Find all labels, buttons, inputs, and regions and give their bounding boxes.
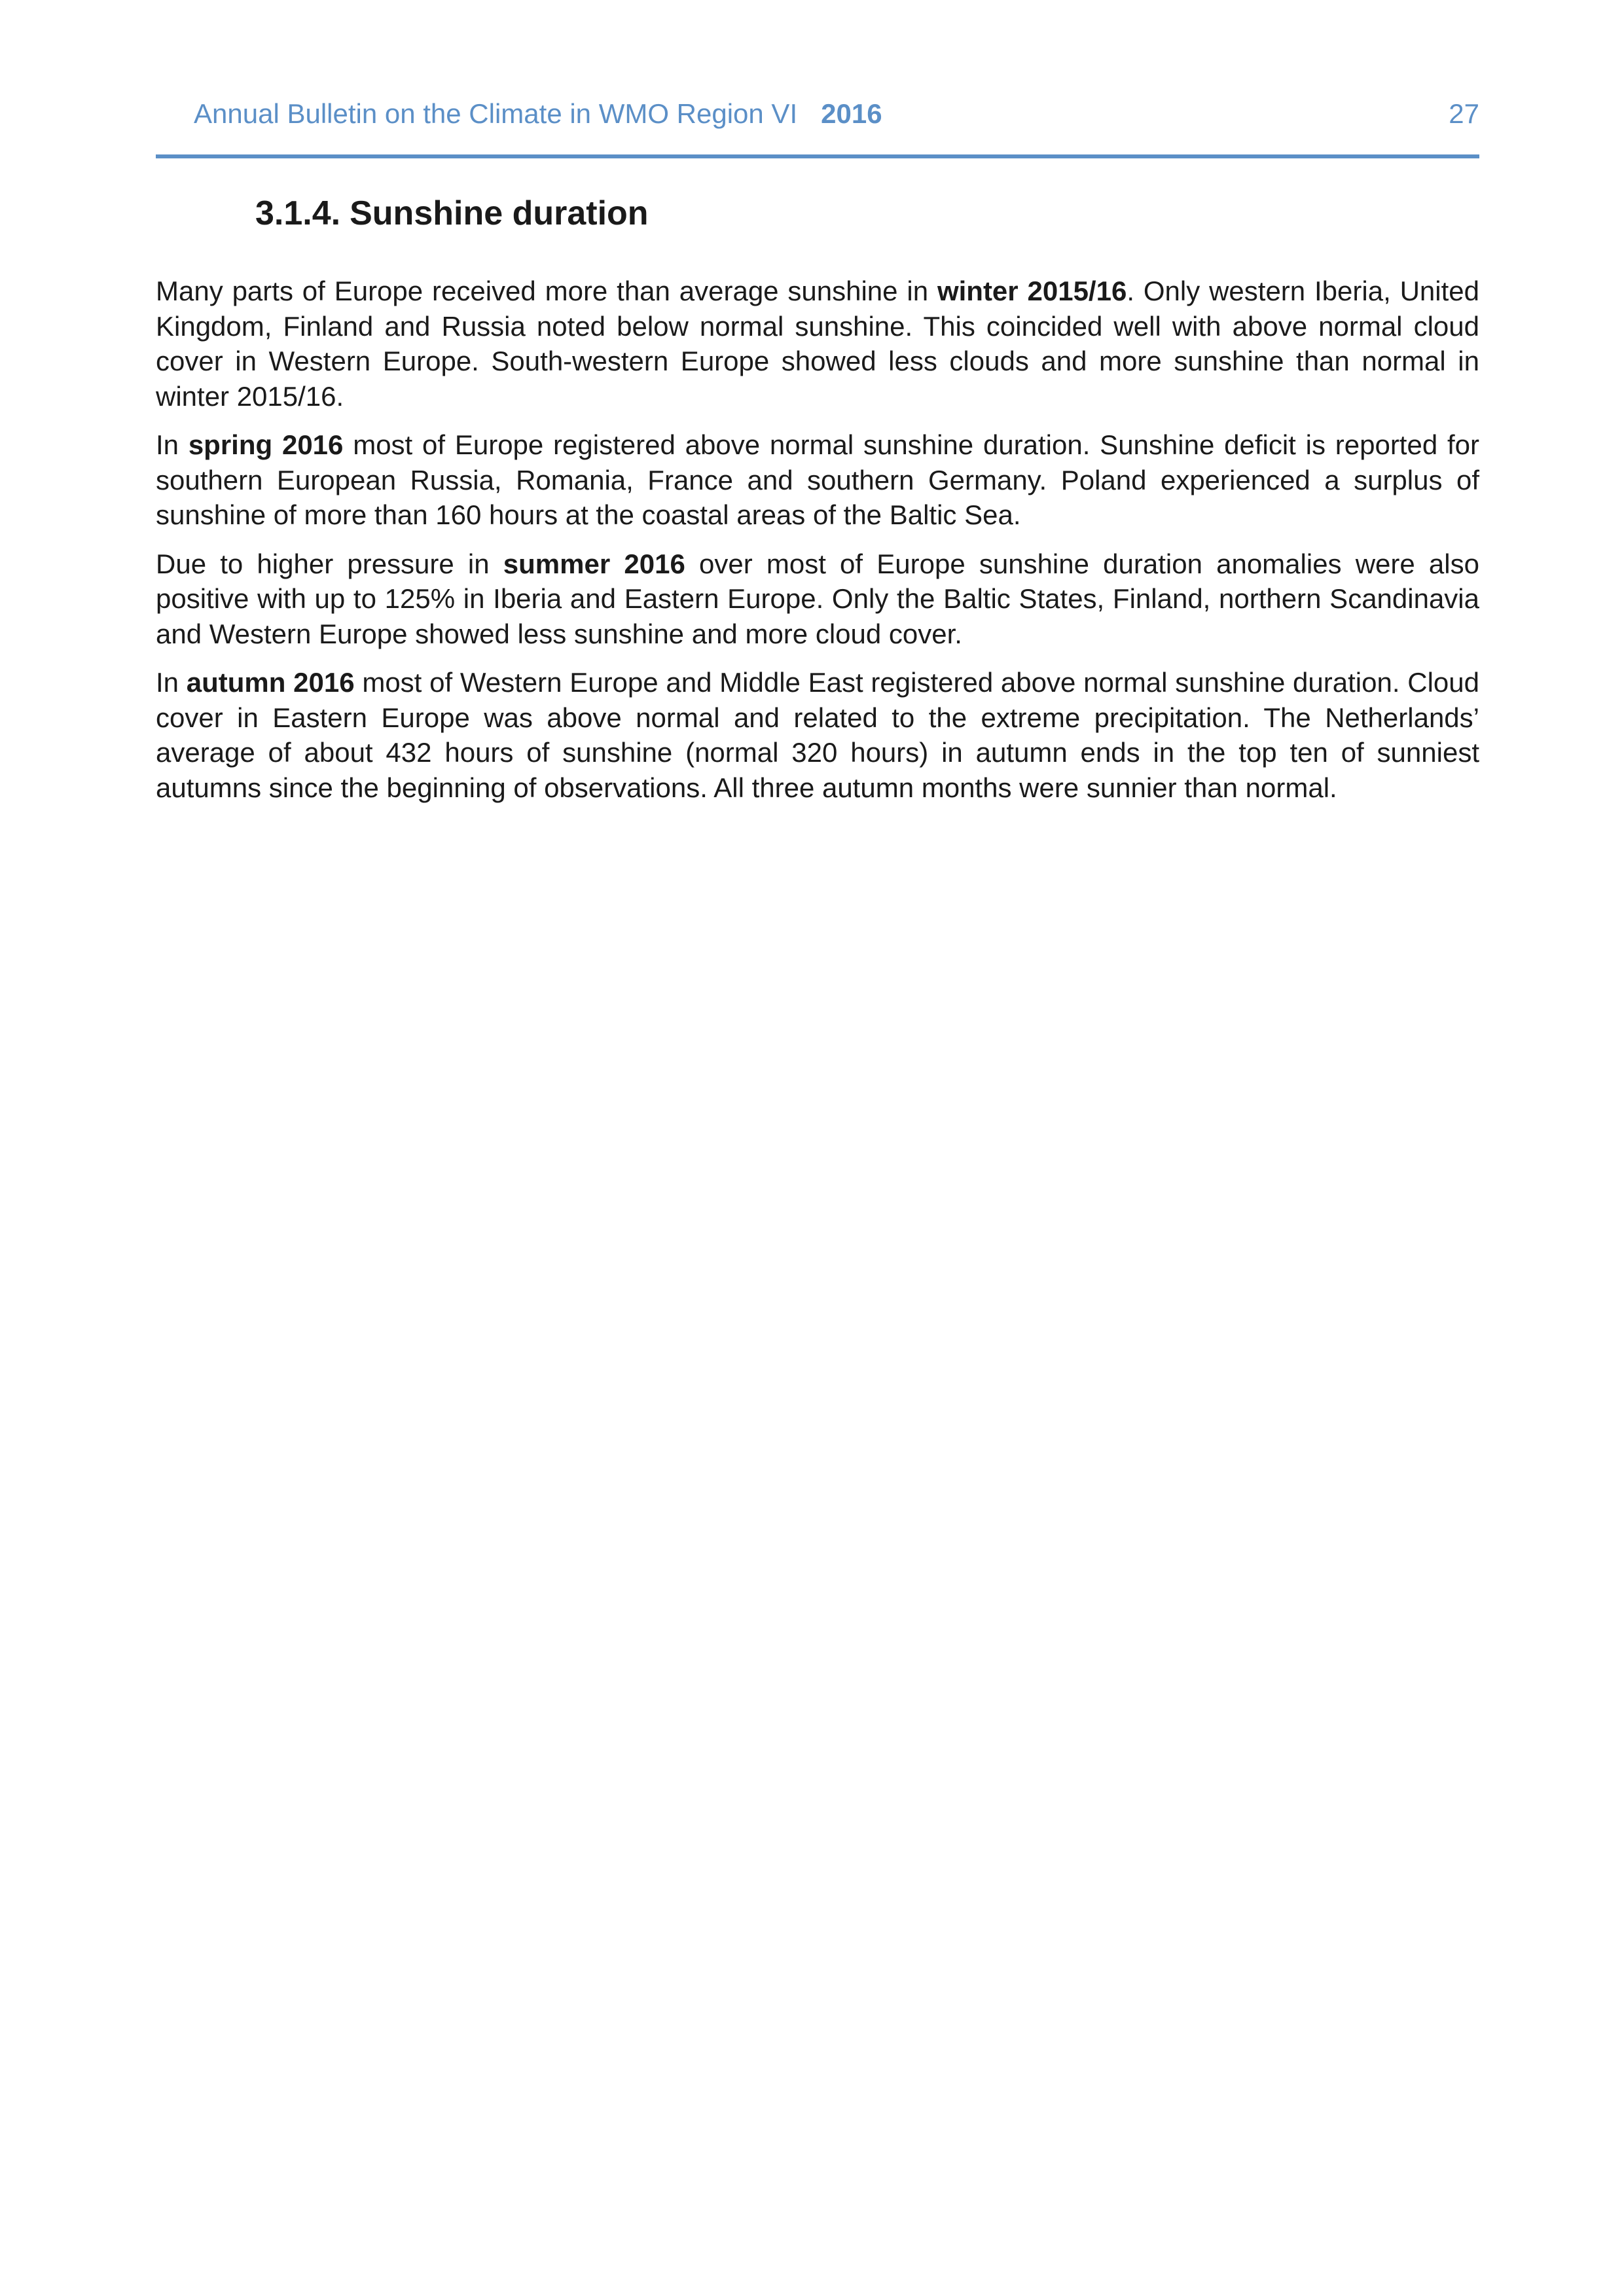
season-term: autumn 2016 [186,667,355,698]
season-term: summer 2016 [503,548,685,579]
header-year: 2016 [821,98,882,129]
body-text [156,274,1479,819]
season-term: winter 2015/16 [937,276,1127,306]
paragraph-text: most of Western Europe and Middle East registered above normal sunshine duration. Cloud cover in Eastern Europe was above normal and related to the extreme precipitation. The Netherlands’ average of about 432 hours of sunshine (normal 320 hours) in autumn ends in the top ten of sunniest autumns since the beginning of observations. All three autumn months were sunnier than normal. [156,667,1479,803]
paragraph-summer [156,547,1479,652]
paragraph-autumn [156,665,1479,805]
paragraph-text: Many parts of Europe received more than average sunshine in [156,276,937,306]
paragraph-text: In [156,667,187,698]
paragraph-text: In [156,429,189,460]
header-title [194,98,882,130]
header-title-text: Annual Bulletin on the Climate in WMO Region VI [194,98,798,129]
page-number: 27 [1449,98,1479,129]
section-heading [255,194,649,233]
header-divider [156,154,1479,158]
paragraph-text: over most of Europe sunshine duration anomalies were also positive with up to 125% in Iberia and Eastern Europe. Only the Baltic States, Finland, northern Scandinavia and Western Europe showed less sunshine and more cloud cover. [156,548,1479,649]
section-number: 3.1.4. [255,194,341,232]
running-header [156,92,1479,157]
paragraph-text: Due to higher pressure in [156,548,503,579]
season-term: spring 2016 [188,429,344,460]
paragraph-spring [156,427,1479,533]
section-title: Sunshine duration [350,194,649,232]
paragraph-text: most of Europe registered above normal sunshine duration. Sunshine deficit is reported for southern European Russia, Romania, France and southern Germany. Poland experienced a surplus of sunshine of more than 160 hours at the coastal areas of the Baltic Sea. [156,429,1479,530]
paragraph-winter [156,274,1479,414]
paragraph-text: . Only western Iberia, United Kingdom, Finland and Russia noted below normal sunshine. This coincided well with above normal cloud cover in Western Europe. South-western Europe showed less clouds and more sunshine than normal in winter 2015/16. [156,276,1480,412]
